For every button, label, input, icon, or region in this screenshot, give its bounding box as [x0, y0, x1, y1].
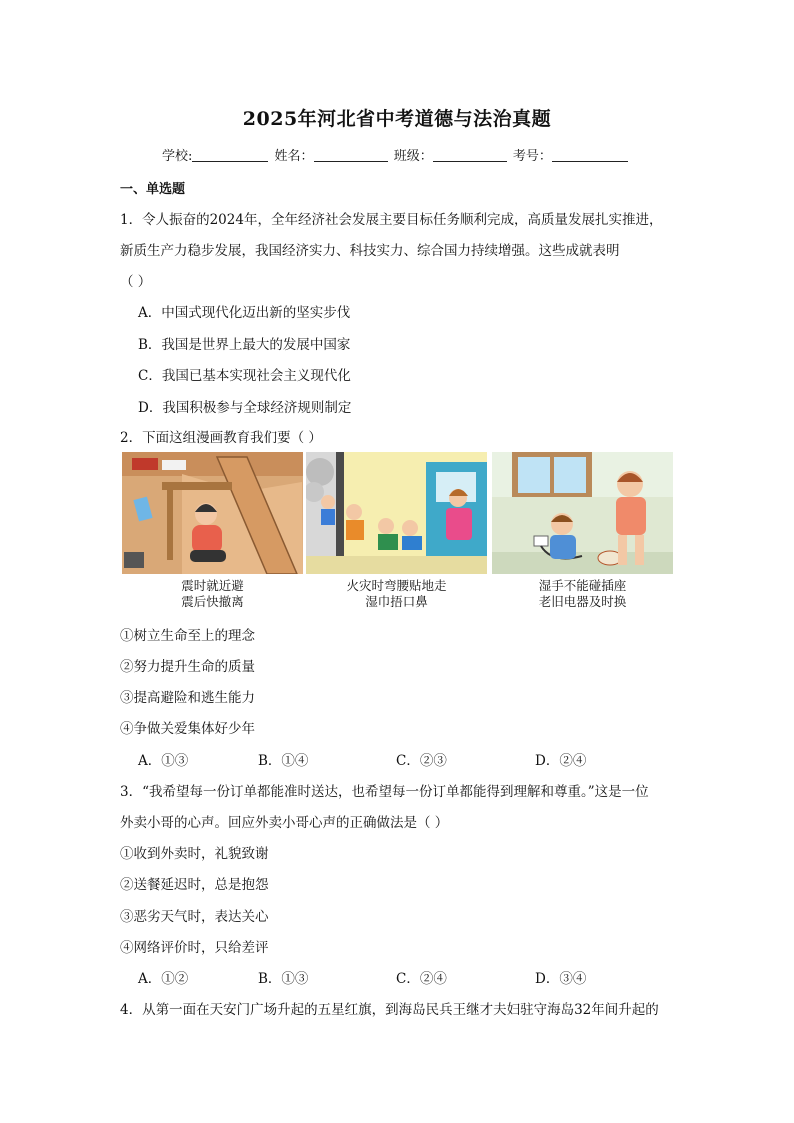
- comic-caption-line: 湿手不能碰插座: [538, 578, 627, 593]
- q2-answer-d[interactable]: D．②④: [535, 753, 587, 769]
- name-label: 姓名：: [274, 149, 314, 164]
- q3-answer-c[interactable]: C．②④: [396, 971, 447, 987]
- q2-item-1: ①树立生命至上的理念: [120, 628, 255, 644]
- class-label: 班级：: [393, 149, 433, 164]
- school-label: 学校:: [162, 149, 193, 164]
- q3-item-3: ③恶劣天气时，表达关心: [120, 909, 269, 925]
- q3-item-4: ④网络评价时，只给差评: [120, 940, 269, 956]
- q1-stem-line3: （ ）: [120, 274, 152, 290]
- comic-earthquake: [122, 452, 303, 574]
- q1-option-b[interactable]: B．我国是世界上最大的发展中国家: [138, 337, 351, 353]
- q3-answer-d[interactable]: D．③④: [535, 971, 587, 987]
- q2-answer-a[interactable]: A．①③: [138, 753, 189, 769]
- comic-electricity: [492, 452, 673, 574]
- comic-caption-line: 震后快撤离: [181, 594, 244, 609]
- name-blank[interactable]: [314, 149, 388, 162]
- q1-option-c[interactable]: C．我国已基本实现社会主义现代化: [138, 368, 351, 384]
- class-blank[interactable]: [433, 149, 507, 162]
- comic-earthquake-caption: [122, 578, 303, 610]
- student-info-row: [162, 145, 630, 164]
- q4-stem-line1: 4．从第一面在天安门广场升起的五星红旗，到海岛民兵王继才夫妇驻守海岛32年间升起的: [120, 1002, 659, 1018]
- comic-fire-caption: [306, 578, 487, 610]
- q3-stem-line2: 外卖小哥的心声。回应外卖小哥心声的正确做法是（ ）: [120, 815, 449, 831]
- q3-stem-line1: 3．“我希望每一份订单都能准时送达，也希望每一份订单都能得到理解和尊重。”这是一位: [120, 784, 649, 800]
- q2-answer-b[interactable]: B．①④: [258, 753, 309, 769]
- q2-item-4: ④争做关爱集体好少年: [120, 721, 255, 737]
- comic-caption-line: 老旧电器及时换: [538, 594, 627, 609]
- q3-item-2: ②送餐延迟时，总是抱怨: [120, 877, 269, 893]
- q2-item-2: ②努力提升生命的质量: [120, 659, 255, 675]
- section-heading: 一、单选题: [120, 182, 186, 197]
- q3-item-1: ①收到外卖时，礼貌致谢: [120, 846, 269, 862]
- page-title: 2025年河北省中考道德与法治真题: [242, 108, 552, 130]
- q1-stem-line1: 1．令人振奋的2024年，全年经济社会发展主要目标任务顺利完成，高质量发展扎实推进，: [120, 212, 663, 228]
- exam-no-blank[interactable]: [552, 149, 628, 162]
- comic-caption-line: 震时就近避: [181, 578, 244, 593]
- exam-no-label: 考号：: [512, 149, 552, 164]
- comic-caption-line: 湿巾捂口鼻: [365, 594, 428, 609]
- q3-answer-b[interactable]: B．①③: [258, 971, 309, 987]
- comic-fire: [306, 452, 487, 574]
- comic-electricity-caption: [492, 578, 673, 610]
- q1-option-a[interactable]: A．中国式现代化迈出新的坚实步伐: [138, 305, 351, 321]
- q2-stem: 2．下面这组漫画教育我们要（ ）: [120, 430, 322, 446]
- q2-answer-c[interactable]: C．②③: [396, 753, 447, 769]
- q3-answer-a[interactable]: A．①②: [138, 971, 189, 987]
- q1-stem-line2: 新质生产力稳步发展，我国经济实力、科技实力、综合国力持续增强。这些成就表明: [120, 243, 620, 259]
- school-blank[interactable]: [192, 149, 268, 162]
- q2-item-3: ③提高避险和逃生能力: [120, 690, 255, 706]
- comic-caption-line: 火灾时弯腰贴地走: [346, 578, 447, 593]
- q1-option-d[interactable]: D．我国积极参与全球经济规则制定: [138, 400, 352, 416]
